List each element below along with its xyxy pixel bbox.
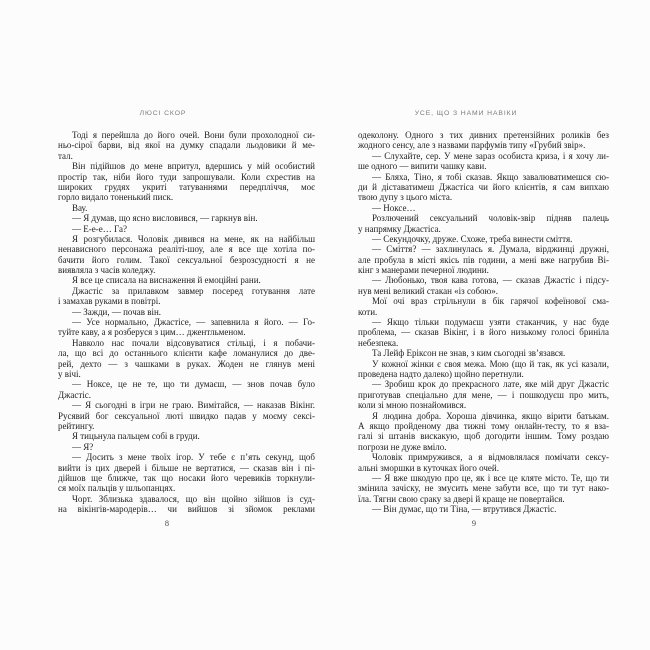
text-line: рей, дехто — з чашками в руках. Жоден не глянув мені: [58, 358, 315, 369]
text-line: ди й діставатимеш Джастіса чи його клієнтів, я сам випхаю: [358, 181, 609, 192]
text-line: Навколо нас почали відсовуватися стільці, і я побачи-: [72, 337, 315, 348]
text-line: — Бляха, Тіно, я тобі сказав. Якщо завалюватимешся сю-: [372, 171, 609, 182]
text-line: тал.: [58, 150, 73, 161]
text-line: Вау.: [72, 202, 88, 213]
text-line: виявляла з часів коледжу.: [58, 265, 156, 276]
text-line: і замахав руками в повітрі.: [58, 296, 161, 307]
text-line: Я все це списала на виснаження й емоційні рани.: [72, 275, 261, 286]
text-line: галі зі штанів вискакую, щоб догодити іншим. Тому роздаю: [358, 431, 609, 442]
text-line: — Секундочку, друже. Схоже, треба винести сміття.: [372, 233, 573, 244]
text-line: — Усе нормально, Джастісе, — запевнила я його. — Го-: [72, 317, 315, 328]
text-line: нув мені великий стакан «із собою».: [358, 285, 499, 296]
text-line: Та Лейф Еріксон не знав, з ким сьогодні зв’язався.: [372, 348, 566, 359]
text-line: — Він думає, що ти Тіна, — втрутився Джастіс.: [372, 504, 557, 515]
running-header-title: УСЕ, ЩО З НАМИ НАВІКИ: [414, 110, 518, 117]
text-line: ньо-сірої барви, від якої на думку спадали льодовики й ме-: [58, 140, 315, 151]
text-line: проведена надто далеко) щойно перетнули.: [358, 368, 524, 379]
text-line: Мої очі враз стрільнули в бік гарячої кофеїнової сма-: [372, 296, 609, 307]
text-line: — Я вже шкодую про це, як і все це кляте місто. Те, що ти: [372, 472, 609, 483]
text-line: — Слухайте, сер. У мене зараз особиста криза, і я хочу ли-: [372, 150, 609, 161]
text-line: ше одного — випити чашку кави.: [358, 161, 487, 172]
text-line: — Я думав, що ясно висловився, — гаркнув він.: [72, 213, 258, 224]
right-page-number: 9: [471, 519, 477, 528]
text-line: ла, що всі до останнього клієнти кафе ломанулися до две-: [58, 348, 315, 359]
text-line: вийти із цих дверей і більше не вертатися, — сказав він і пі-: [58, 462, 315, 473]
text-line: горло видало тоненький писк.: [58, 192, 174, 203]
text-line: Чоловік примружився, а я відмовлялася помічати сексу-: [372, 452, 609, 463]
text-line: Я тицьнула пальцем собі в груди.: [72, 431, 200, 442]
text-line: одеколону. Одного з тих дивних претензійних роликів без: [358, 130, 609, 140]
text-line: Він підійшов до мене впритул, вдершись у мій особистий: [72, 161, 315, 172]
text-line: — Зажди, — почав він.: [72, 306, 162, 317]
text-line: — Е-е-е… Га?: [72, 223, 127, 234]
text-line: у вічі.: [58, 368, 81, 379]
text-line: змінила зачіску, не змусить мене забути все, що ти тут нако-: [358, 483, 609, 494]
text-line: простір так, ніби його туди запрошували. Коли схрестив на: [58, 171, 315, 182]
text-line: — Якщо тільки подумаєш узяти стаканчик, у нас буде: [372, 317, 609, 328]
text-line: — Ноксе, це не те, що ти думаєш, — знов почав було: [72, 379, 315, 390]
text-line: — Я?: [72, 441, 94, 452]
text-line: альні зморшки в куточках його очей.: [358, 462, 499, 473]
text-line: погрози не дуже вміло.: [358, 441, 447, 452]
text-line: — Сміття? — захлинулась я. Думала, вірджинці дружні,: [372, 244, 609, 255]
text-line: на вікінгів-мародерів… чи вийшов зі зйомок реклами: [58, 504, 315, 515]
text-line: жодного сенсу, але з назвами парфумів типу «Грубий звір».: [358, 140, 586, 151]
right-page-text[interactable]: [358, 130, 609, 514]
left-page-text[interactable]: [58, 130, 315, 514]
running-header-author: ЛЮСІ СКОР: [139, 110, 187, 117]
text-line: їла. Тягни свою сраку за двері й краще не повертайся.: [358, 493, 565, 504]
text-line: ся моїх пальців у шльопанцях.: [58, 483, 176, 494]
text-line: Чорт. Зблизька здавалося, що він щойно зійшов із суд-: [72, 493, 315, 504]
text-line: ненависного персонажа реаліті-шоу, але я все ще хотіла по-: [58, 244, 315, 255]
text-line: — Я сьогодні в ігри не граю. Вимітайся, — наказав Вікінг.: [72, 400, 315, 411]
text-line: рейтингу.: [58, 420, 95, 431]
text-line: дійшов ще ближче, так що носаки його черевиків торкнули-: [58, 472, 315, 483]
text-line: У кожної жінки є своя межа. Мою (що й так, як усі казали,: [372, 358, 609, 369]
text-line: — Зробиш крок до прекрасного лате, яке мій друг Джастіс: [372, 379, 609, 390]
text-line: Тоді я перейшла до його очей. Вони були прохолодної си-: [72, 130, 315, 140]
text-line: коли зі мною познайомився.: [358, 400, 467, 411]
text-line: широких грудях укриті татуваннями передпліччя, моє: [58, 181, 315, 192]
left-page-number: 8: [164, 519, 170, 528]
text-line: А якщо пройденому два тижні тому онлайн-тесту, то я вза-: [358, 420, 609, 431]
text-line: — Досить з мене твоїх ігор. У тебе є п’ять секунд, щоб: [72, 452, 315, 463]
text-line: але пробула в місті якісь пів години, а мені вже нагрубив Ві-: [358, 254, 609, 265]
text-line: — Любонько, твоя кава готова, — сказав Джастіс і підсу-: [372, 275, 609, 286]
text-line: Джастіс.: [58, 389, 92, 400]
text-line: Я людина добра. Хороша дівчинка, якщо вірити батькам.: [372, 410, 609, 421]
text-line: коти.: [358, 306, 378, 317]
text-line: — Ноксе…: [372, 202, 416, 213]
text-line: у напрямку Джастіса.: [358, 223, 441, 234]
text-line: кінг з манерами печерної людини.: [358, 265, 489, 276]
text-line: твою дупу з цього міста.: [358, 192, 453, 203]
text-line: Джастіс за прилавком завмер посеред готування лате: [72, 285, 315, 296]
text-line: Я розгубилася. Чоловік дивився на мене, як на найбільш: [72, 233, 315, 244]
text-line: приготував спеціально для мене, — і пошкодуєш про мить,: [358, 389, 609, 400]
text-line: Розлючений сексуальний чоловік-звір підняв палець: [372, 213, 609, 224]
text-line: туйте каву, а я розберуся з цим… джентльменом.: [58, 327, 246, 338]
text-line: Русявий бог сексуальної люті швидко падав у моєму сексі-: [58, 410, 315, 421]
text-line: небезпека.: [358, 337, 399, 348]
text-line: проблема, — сказав Вікінг, і в його низькому голосі бриніла: [358, 327, 609, 338]
text-line: бачити його голим. Такої сексуальної безрозсудності я не: [58, 254, 315, 265]
